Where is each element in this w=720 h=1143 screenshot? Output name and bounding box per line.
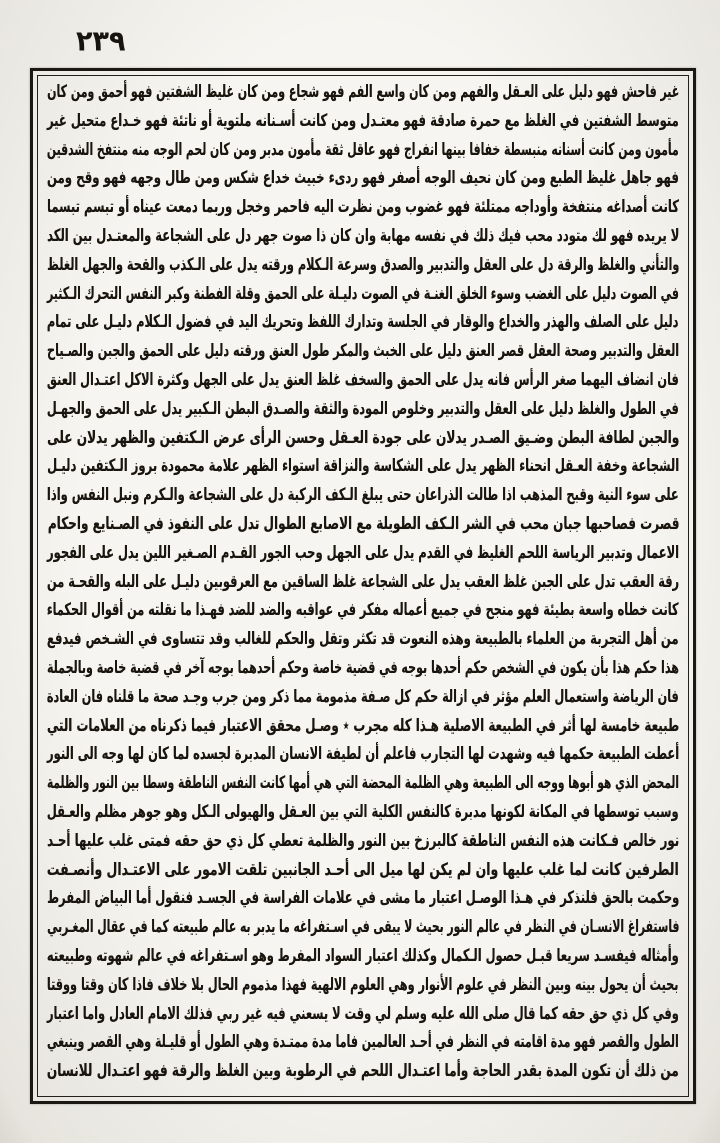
text-line: في الطول والغلظ دليل على العقل والتدبير وخلوص المودة والثقة والصـدق البطن الـكبير يدل على الحمق والجهـل <box>47 398 679 419</box>
text-line: وحكمت بالحق فلنذكر في هـذا الوصـل اعتبار ما مشى في علامات الفراسة في الجسـد فنقول أما البياض المفرط <box>46 888 679 909</box>
text-line: وسبب توسطها في المكانة لكونها مدبرة كالنفس الكلية التي بين العـقل والهيولى الـكل وهو جوهر مظلم والعـقل <box>47 801 679 822</box>
text-line: وفي كل ذي حق حقه كما قال صلى الله عليه وسلم لي وقت لا يسعني فيه غير ربي فذلك الامام العادل واما اعتبار <box>47 1003 679 1024</box>
text-line: قصرت فصاحبها جبان محب في الشر الـكف الطويلة مع الاصابع الطوال تدل على النفوذ في الصـنايع واحكام <box>47 513 679 534</box>
text-line: مأمون ومن كانت أسنانه منبسطة خفافا بينها انفراج فهو عاقل ثقة مأمون مدبر ومن كان لحم الوجه منه منتفخ الشدقين <box>47 139 679 160</box>
text-block <box>47 78 679 1094</box>
text-line: دليل على الصلف والهذر والخداع والوقار في الجلسة وتدارك اللفظ وتحريك اليد في فضول الـكلام دليـل على تمام <box>47 312 679 333</box>
text-line: من ذلك أن تكون المدة بقدر الحاجة وأما اعتـدال اللحم في الرطوبة وبين الغلظ والرقة فهو اعتـدال للانسان <box>47 1061 679 1082</box>
text-line: هذا حكم هذا بأن يكون في الشخص حكم أحدها بوجه في قضية خاصة وحكم أحدهما بوجه آخر في قضية خاصة وبالجملة <box>47 657 679 678</box>
text-line: كانت خطاه واسعة بطيئة فهو منجح في جميع أعماله مفكر في عواقبه والضد للضد فهـذا ما نقلته من أقوال الحكماء <box>47 600 679 621</box>
text-line: فان الرياضة واستعمال العلم مؤثر في ازالة حكم كل صـفة مذمومة مما ذكر ومن جرب وجـد صحة ما قلناه فان العادة <box>47 686 679 707</box>
text-line: على سوء النية وقبح المذهب اذا طالت الذراعان حتى يبلغ الـكف الركبة دل على الشجاعة والـكرم ونبل النفس واذا <box>47 485 679 506</box>
text-line: بحيث أن يحول بينه وبين النظر في علوم الأنوار وهي العلوم الالهية فهذا مذموم الحال بلا خلاف فاذا كان وقتا ووقتا <box>47 974 679 995</box>
text-line: من أهل التجربة من العلماء بالطبيعة وهذه النعوت قد تكثر وتقل والحكم للغالب وقد تتساوى في الشـخص فيدفع <box>47 629 679 650</box>
text-line: متوسط الشفتين في الغلظ مع حمرة صادقة فهو معتـدل ومن كانت أسـنانه ملتوية أو ناتئة فهو خـداع متحيل غير <box>47 110 679 131</box>
text-line: الطول والقصر فهو مدة اقامته في النظر في أحـد العالمين فاما مدة ممتـدة وهي الطول أو قليـلة وهي القصر وينبغي <box>47 1032 679 1053</box>
page-number: ٢٣٩ <box>76 25 126 58</box>
text-line: الشجاعة وخفة العـقل انحناء الظهر يدل على الشكاسة والنزاقة استواء الظهر علامة محمودة بروز الـكتفين دليـل <box>46 456 679 477</box>
text-line: الطرفين كانت لما غلب عليها وان لم يكن لها ميل الى أحـد الجانبين تلقت الامور على الاعتـدال وأنصـفت <box>47 859 679 880</box>
text-line: كانت أصداغه منتفخة وأوداجه ممتلئة فهو غضوب ومن نظرت اليه فاحمر وخجل وربما دمعت عيناه أو تبسم تبسما <box>47 197 679 218</box>
text-line: والتأني والغلظ والرقة دل على العقل والتدبير والصدق وسرعة الـكلام ورقته يدل على الـكذب والقحة والجهل الغلظ <box>46 254 679 275</box>
text-line: المحض الذي هو أبوها ووجه الى الطبيعة وهي الظلمة المحضة التي هي أمها كانت النفس الناطقة وسطا بين النور والظلمة <box>46 773 679 794</box>
text-line: لا يريده فهو لك متودد محب فيك ذلك في نفسه مهابة وان كان ذا صوت جهر دل على الشجاعة والمعتـدل بين الكد <box>46 225 679 246</box>
text-line: في الصوت دليل على الغضب وسوء الخلق الغنـة في الصوت دليـلة على الحمق وقلة الفطنة وكبر النفس التحرك الـكثير <box>47 283 679 304</box>
text-line: غير فاحش فهو دليل على العـقل والفهم ومن كان واسع الفم فهو شجاع ومن كان غليظ الشفتين فهو أحمق ومن كان <box>46 82 679 102</box>
text-line: وأمثاله فيفسـد سريعا قبـل حصول الـكمال وكذلك اعتبار السواد المفرط وهو اسـتفراغه في عالم شهوته وطبيعته <box>47 945 679 966</box>
text-line: والجبن لطافة البطن وضـيق الصـدر يدلان على جودة العـقل وحسن الرأى عرض الـكتفين والظهر يدلان على <box>46 427 679 448</box>
text-line: فهو جاهل غليظ الطبع ومن كان نحيف الوجه أصفر فهو ردىء خبيث خداع شكس ومن طال وجهه فهو وقح ومن <box>47 168 679 189</box>
text-line: الاعمال وتدبير الرياسة اللحم الغليظ في القدم يدل على الجهل وحب الجور القـدم الصـغير اللين يدل على الفجور <box>46 542 679 563</box>
text-line: أعطت الطبيعة حكمها فيه وشهدت لها التجارب فاعلم أن لطيفة الانسان المدبرة لجسده لما كان لها وجه الى النور <box>46 744 679 765</box>
text-line: العقل والتدبير وصحة العقل قصر العنق دليل على الخبث والمكر طول العنق ورقته دليل على الحمق والجبن والصـياح <box>46 341 679 362</box>
text-frame-outer-border <box>30 68 696 1104</box>
text-frame-inner-border <box>37 75 689 1097</box>
text-line: فان انضاف اليهما صغر الرأس فانه يدل على الحمق والسخف غلظ العنق يدل على الجهل وكثرة الاكل اعتـدال العنق <box>47 369 679 390</box>
text-line: فاستفراغ الانسـان في النظر في عالم النور بحيث لا يبقى في اسـتفراغه ما يدبر به عالم طبيعته كما في عقال المغـربي <box>46 917 679 938</box>
text-line: نور خالص فـكانت هذه النفس الناطقة كالبرزخ بين النور والظلمة تعطي كل ذي حق حقه فمتى غلب عليها أحـد <box>46 830 679 851</box>
text-line: طبيعة خامسة لها أثر في الطبيعة الاصلية هـذا كله مجرب ٭ وصـل محقق الاعتبار فيما ذكرناه من العلامات التي <box>46 715 679 736</box>
text-line: رقة العقب تدل على الجبن غلظ العقب يدل على الشجاعة غلظ الساقين مع العرقوبين دليـل على البله والقحـة من <box>46 571 679 592</box>
